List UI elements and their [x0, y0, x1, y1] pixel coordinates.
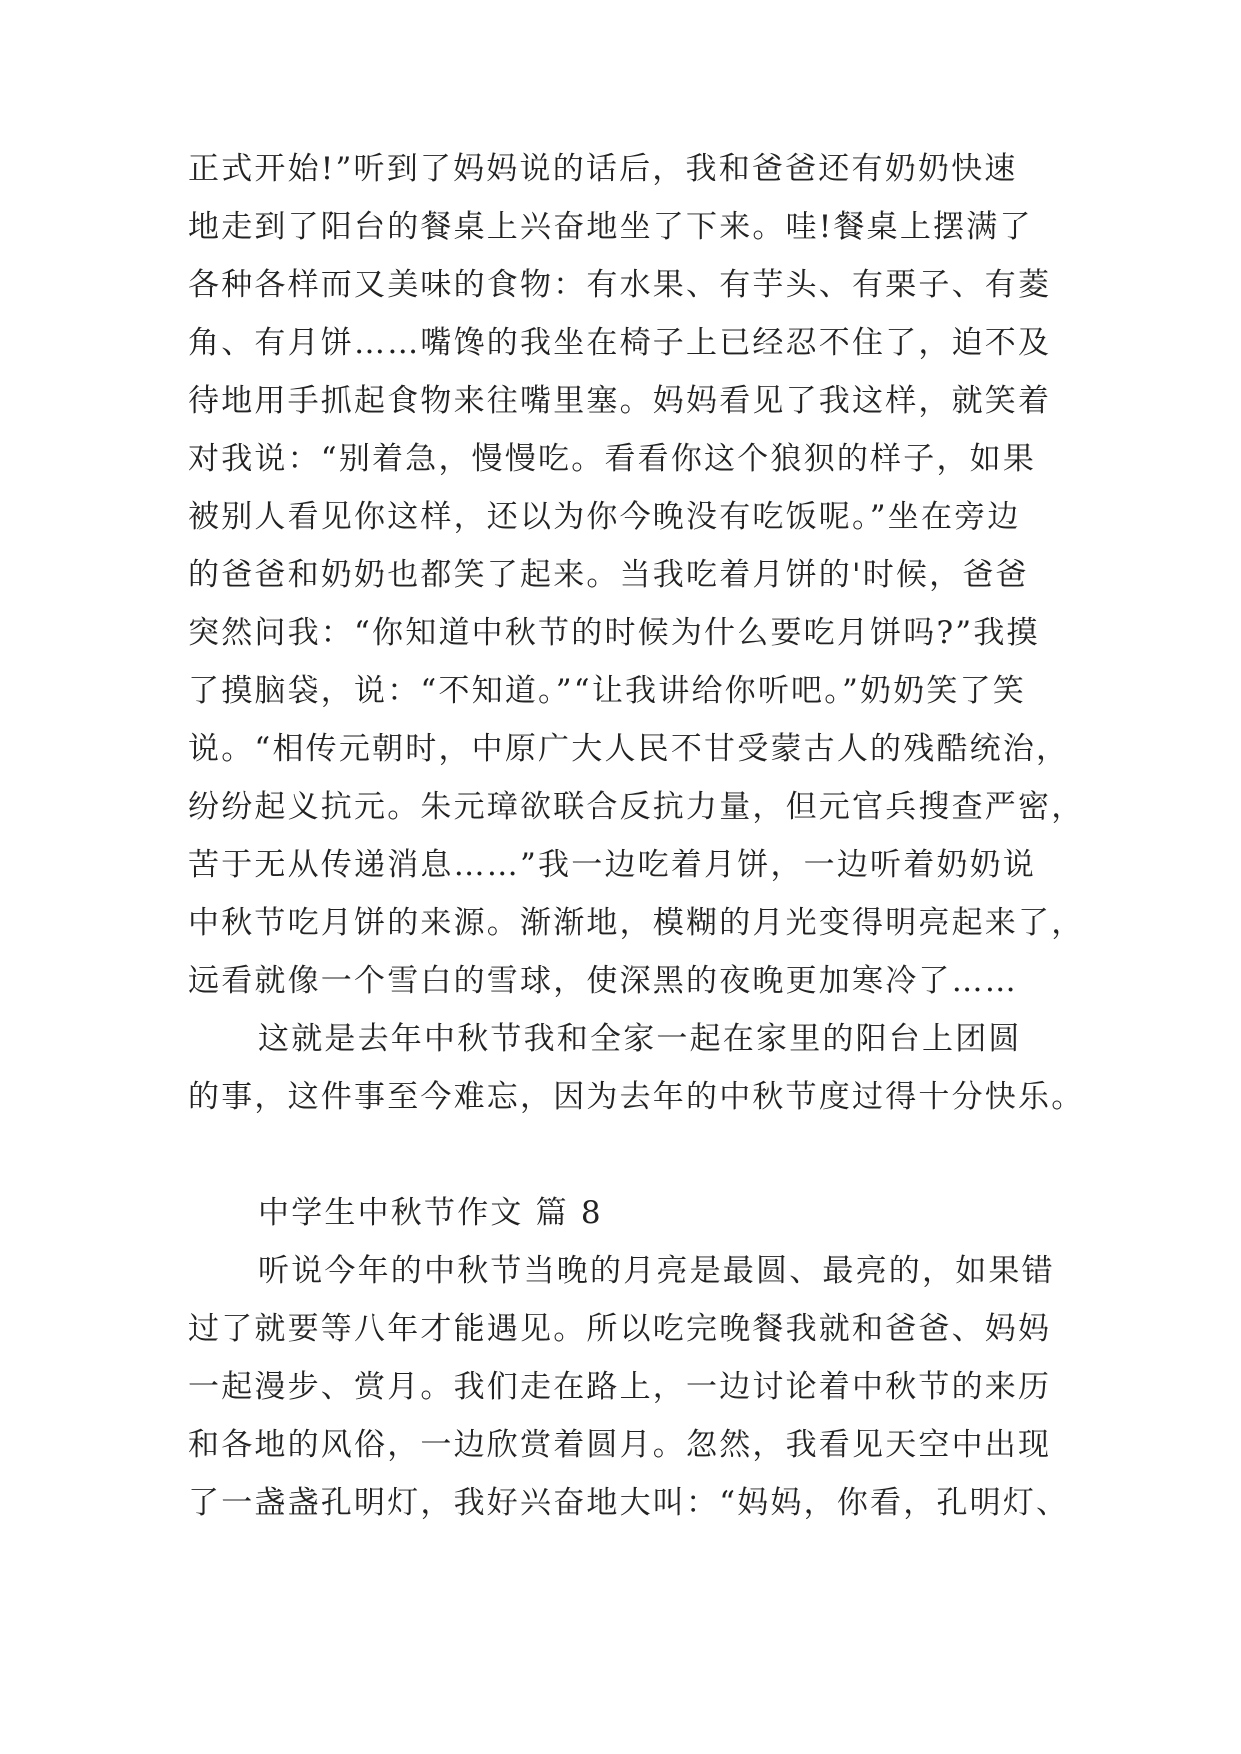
paragraph-essay-8	[188, 1242, 1068, 1532]
paragraph-conclusion	[188, 1010, 1085, 1126]
text-line: 各种各样而又美味的食物：有水果、有芋头、有栗子、有菱	[188, 267, 1052, 303]
text-line: 说。“相传元朝时，中原广大人民不甘受蒙古人的残酷统治，	[188, 731, 1070, 767]
text-line: 和各地的风俗，一边欣赏着圆月。忽然，我看见天空中出现	[188, 1427, 1052, 1463]
text-line: 苦于无从传递消息……”我一边吃着月饼，一边听着奶奶说	[188, 847, 1037, 883]
text-line: 突然问我：“你知道中秋节的时候为什么要吃月饼吗?”我摸	[188, 615, 1040, 651]
text-line: 待地用手抓起食物来往嘴里塞。妈妈看见了我这样，就笑着	[188, 383, 1052, 419]
text-line: 被别人看见你这样，还以为你今晚没有吃饭呢。”坐在旁边	[188, 499, 1021, 535]
text-line: 了摸脑袋，说：“不知道。”“让我讲给你听吧。”奶奶笑了笑	[188, 673, 1026, 709]
text-line: 远看就像一个雪白的雪球，使深黑的夜晚更加寒冷了……	[188, 963, 1018, 999]
text-line: 一起漫步、赏月。我们走在路上，一边讨论着中秋节的来历	[188, 1369, 1052, 1405]
text-line: 这就是去年中秋节我和全家一起在家里的阳台上团圆	[258, 1021, 1022, 1057]
text-line: 角、有月饼……嘴馋的我坐在椅子上已经忍不住了，迫不及	[188, 325, 1052, 361]
document-page	[188, 140, 1085, 1532]
text-line: 了一盏盏孔明灯，我好兴奋地大叫：“妈妈，你看，孔明灯、	[188, 1485, 1070, 1521]
paragraph-continued	[188, 140, 1085, 1010]
text-line: 听说今年的中秋节当晚的月亮是最圆、最亮的，如果错	[258, 1253, 1055, 1289]
text-line: 的爸爸和奶奶也都笑了起来。当我吃着月饼的'时候，爸爸	[188, 557, 1029, 593]
text-line: 地走到了阳台的餐桌上兴奋地坐了下来。哇!餐桌上摆满了	[188, 209, 1033, 245]
text-line: 中秋节吃月饼的来源。渐渐地，模糊的月光变得明亮起来了，	[188, 905, 1085, 941]
section-title: 中学生中秋节作文 篇 8	[258, 1195, 603, 1231]
text-line: 对我说：“别着急，慢慢吃。看看你这个狼狈的样子，如果	[188, 441, 1037, 477]
text-line: 纷纷起义抗元。朱元璋欲联合反抗力量，但元官兵搜查严密，	[188, 789, 1085, 825]
spacer	[188, 1126, 1068, 1184]
text-line: 正式开始!”听到了妈妈说的话后，我和爸爸还有奶奶快速	[188, 151, 1018, 187]
text-line: 过了就要等八年才能遇见。所以吃完晚餐我就和爸爸、妈妈	[188, 1311, 1052, 1347]
text-line: 的事，这件事至今难忘，因为去年的中秋节度过得十分快乐。	[188, 1079, 1085, 1115]
